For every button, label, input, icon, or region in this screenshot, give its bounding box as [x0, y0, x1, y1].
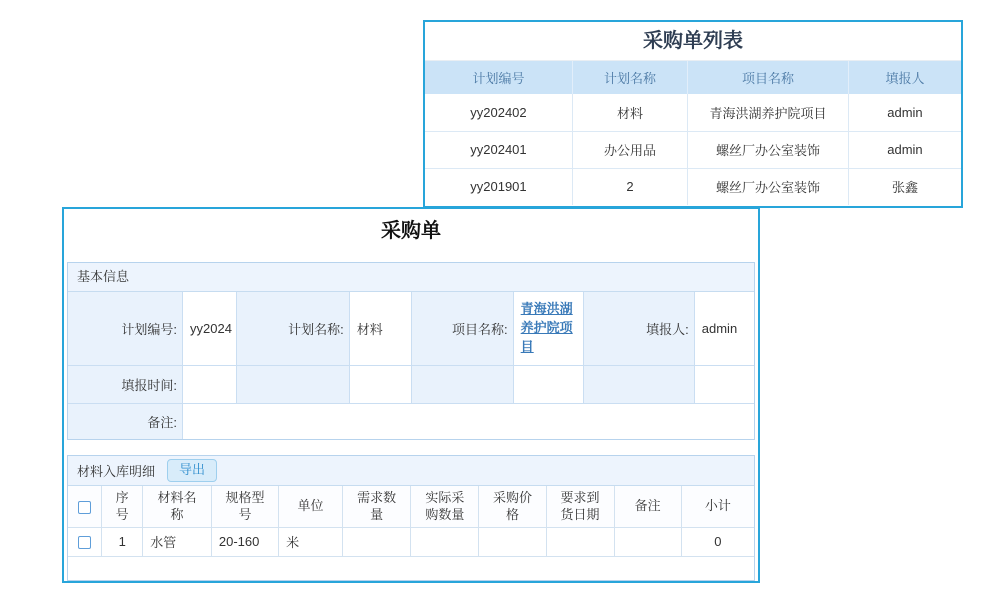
cell-filler: admin: [848, 131, 961, 168]
cell-unit: 米: [279, 527, 343, 556]
col-demand-qty: 需求数量: [342, 486, 411, 527]
table-row[interactable]: [425, 94, 961, 131]
col-filler: 填报人: [848, 61, 961, 94]
col-plan-name: 计划名称: [572, 61, 687, 94]
cell-price: [479, 527, 546, 556]
col-remark: 备注: [614, 486, 681, 527]
cell-plan-no: yy202402: [425, 94, 572, 131]
empty-value-cell: [694, 365, 754, 403]
cell-remark: [614, 527, 681, 556]
cell-plan-name: 2: [572, 168, 687, 205]
select-all-checkbox[interactable]: [78, 501, 91, 514]
col-seq: 序号: [102, 486, 143, 527]
material-detail-bar: [68, 456, 754, 486]
cell-project-name: 螺丝厂办公室装饰: [688, 131, 849, 168]
purchase-list-table: [425, 61, 961, 205]
basic-info-row-3: [68, 403, 754, 439]
basic-info-section-title: 基本信息: [68, 263, 754, 292]
filler-value: admin: [694, 292, 754, 365]
project-link[interactable]: 青海洪湖养护院项目: [520, 300, 573, 354]
fill-time-value: [183, 365, 237, 403]
col-due-date: 要求到货日期: [546, 486, 614, 527]
cell-seq: 1: [102, 527, 143, 556]
material-detail-section-title: 材料入库明细: [77, 464, 156, 479]
filler-label: 填报人:: [584, 292, 694, 365]
material-detail-section: [67, 455, 755, 581]
project-name-label: 项目名称:: [412, 292, 514, 365]
row-select-cell: [68, 527, 102, 556]
cell-material-name: 水管: [143, 527, 212, 556]
cell-plan-name: 材料: [572, 94, 687, 131]
col-plan-no: 计划编号: [425, 61, 572, 94]
material-detail-table: [68, 486, 754, 557]
col-unit: 单位: [279, 486, 343, 527]
export-button[interactable]: 导出: [167, 459, 217, 481]
table-row[interactable]: [425, 168, 961, 205]
plan-no-value: yy2024: [183, 292, 237, 365]
purchase-list-panel: [423, 20, 963, 208]
empty-label-cell: [584, 365, 694, 403]
remark-value: [183, 403, 754, 439]
purchase-list-header-row: [425, 61, 961, 94]
plan-name-value: 材料: [349, 292, 411, 365]
fill-time-label: 填报时间:: [68, 365, 183, 403]
remark-label: 备注:: [68, 403, 183, 439]
cell-project-name: 螺丝厂办公室装饰: [688, 168, 849, 205]
cell-actual-qty: [411, 527, 479, 556]
cell-project-name: 青海洪湖养护院项目: [688, 94, 849, 131]
cell-subtotal: 0: [681, 527, 754, 556]
table-row: [68, 527, 754, 556]
empty-label-cell: [237, 365, 350, 403]
col-spec-model: 规格型号: [211, 486, 278, 527]
col-price: 采购价格: [479, 486, 546, 527]
project-name-value: [513, 292, 584, 365]
plan-name-label: 计划名称:: [237, 292, 350, 365]
cell-plan-name: 办公用品: [572, 131, 687, 168]
purchase-order-title: 采购单: [381, 220, 441, 242]
row-checkbox[interactable]: [78, 536, 91, 549]
basic-info-table: [68, 292, 754, 439]
cell-spec-model: 20-160: [211, 527, 278, 556]
purchase-list-title: 采购单列表: [425, 22, 961, 61]
cell-demand-qty: [342, 527, 411, 556]
purchase-order-panel: [62, 207, 760, 583]
select-all-cell: [68, 486, 102, 527]
cell-plan-no: yy201901: [425, 168, 572, 205]
empty-value-cell: [349, 365, 411, 403]
table-row[interactable]: [425, 131, 961, 168]
basic-info-row-1: [68, 292, 754, 365]
empty-label-cell: [412, 365, 514, 403]
col-actual-qty: 实际采购数量: [411, 486, 479, 527]
col-material-name: 材料名称: [143, 486, 212, 527]
col-project-name: 项目名称: [688, 61, 849, 94]
material-detail-header-row: [68, 486, 754, 527]
cell-plan-no: yy202401: [425, 131, 572, 168]
plan-no-label: 计划编号:: [68, 292, 183, 365]
col-subtotal: 小计: [681, 486, 754, 527]
empty-value-cell: [513, 365, 584, 403]
cell-filler: admin: [848, 94, 961, 131]
basic-info-section: [67, 262, 755, 440]
cell-filler: 张鑫: [848, 168, 961, 205]
basic-info-row-2: [68, 365, 754, 403]
cell-due-date: [546, 527, 614, 556]
